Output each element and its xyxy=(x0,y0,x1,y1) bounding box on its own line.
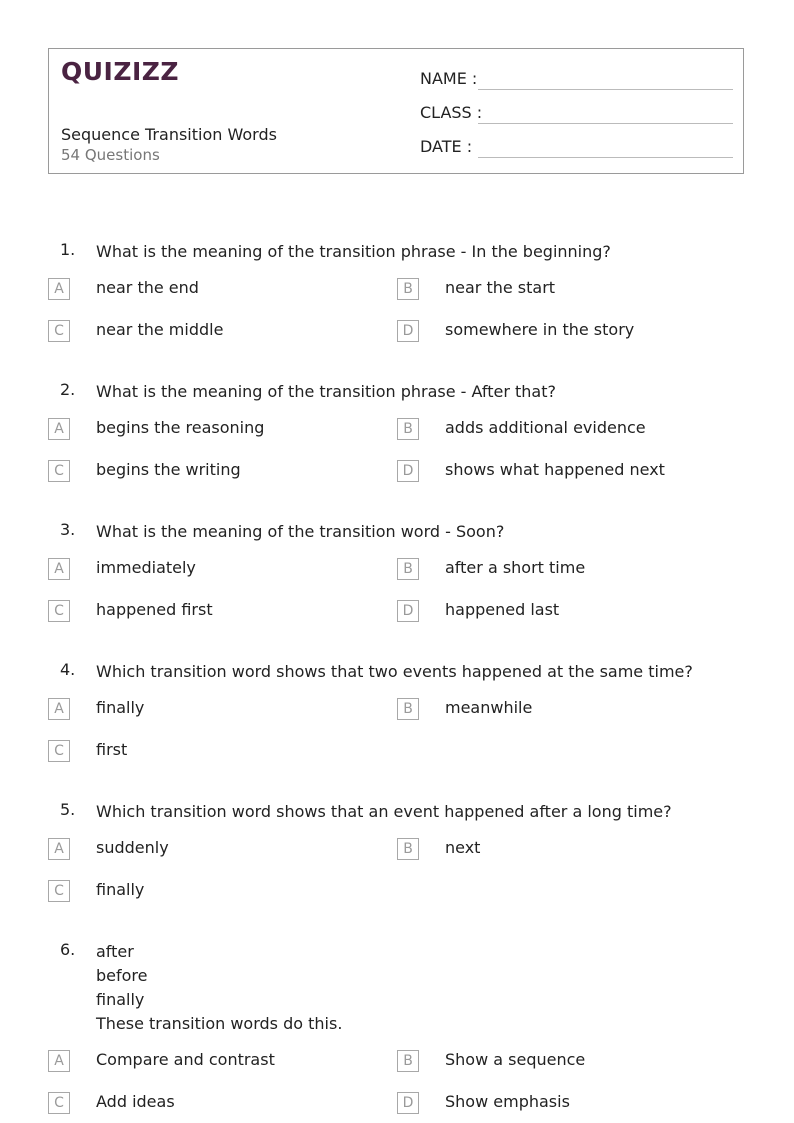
option-b-text: Show a sequence xyxy=(445,1050,586,1069)
option-c-checkbox[interactable]: C xyxy=(48,880,70,902)
option-d-text: happened last xyxy=(445,600,560,619)
option-c-text: happened first xyxy=(96,600,213,619)
question-text-line: finally xyxy=(96,990,145,1009)
option-b-checkbox[interactable]: B xyxy=(397,838,419,860)
option-d-checkbox[interactable]: D xyxy=(397,320,419,342)
question-text-line: Which transition word shows that an event happened after a long time? xyxy=(96,802,672,821)
question-text xyxy=(96,940,342,1036)
question-text-line: Which transition word shows that two events happened at the same time? xyxy=(96,662,693,681)
question-text-line: What is the meaning of the transition phrase - After that? xyxy=(96,382,556,401)
question-text-line: before xyxy=(96,966,148,985)
option-d-text: somewhere in the story xyxy=(445,320,635,339)
option-a-checkbox[interactable]: A xyxy=(48,418,70,440)
question-number: 4. xyxy=(60,660,76,679)
name-field[interactable] xyxy=(478,89,733,90)
question-number: 5. xyxy=(60,800,76,819)
option-c-text: begins the writing xyxy=(96,460,241,479)
question-text-line: What is the meaning of the transition phrase - In the beginning? xyxy=(96,242,611,261)
option-a-text: begins the reasoning xyxy=(96,418,265,437)
option-b-checkbox[interactable]: B xyxy=(397,278,419,300)
option-c-checkbox[interactable]: C xyxy=(48,320,70,342)
option-b-text: after a short time xyxy=(445,558,586,577)
class-label: CLASS : xyxy=(420,103,483,122)
question-number: 1. xyxy=(60,240,76,259)
option-a-checkbox[interactable]: A xyxy=(48,1050,70,1072)
question-text xyxy=(96,520,504,544)
option-a-checkbox[interactable]: A xyxy=(48,558,70,580)
option-c-checkbox[interactable]: C xyxy=(48,740,70,762)
option-b-text: meanwhile xyxy=(445,698,533,717)
question-number: 2. xyxy=(60,380,76,399)
option-b-text: near the start xyxy=(445,278,556,297)
option-c-text: near the middle xyxy=(96,320,224,339)
option-a-text: near the end xyxy=(96,278,199,297)
option-a-text: finally xyxy=(96,698,145,717)
option-c-checkbox[interactable]: C xyxy=(48,1092,70,1114)
question-count: 54 Questions xyxy=(61,146,160,164)
option-d-text: Show emphasis xyxy=(445,1092,570,1111)
option-a-text: suddenly xyxy=(96,838,169,857)
question-text-line: after xyxy=(96,942,134,961)
worksheet-title: Sequence Transition Words xyxy=(61,125,277,144)
option-b-text: next xyxy=(445,838,481,857)
name-label: NAME : xyxy=(420,69,478,88)
date-field[interactable] xyxy=(478,157,733,158)
option-d-checkbox[interactable]: D xyxy=(397,460,419,482)
question-text xyxy=(96,660,693,684)
question-number: 6. xyxy=(60,940,76,959)
option-b-checkbox[interactable]: B xyxy=(397,1050,419,1072)
option-c-text: Add ideas xyxy=(96,1092,175,1111)
question-text-line: What is the meaning of the transition word - Soon? xyxy=(96,522,505,541)
worksheet-header xyxy=(48,48,744,174)
option-b-checkbox[interactable]: B xyxy=(397,698,419,720)
option-a-text: immediately xyxy=(96,558,196,577)
question-text xyxy=(96,380,556,404)
option-a-checkbox[interactable]: A xyxy=(48,698,70,720)
option-c-checkbox[interactable]: C xyxy=(48,460,70,482)
option-c-text: first xyxy=(96,740,128,759)
date-label: DATE : xyxy=(420,137,473,156)
option-b-text: adds additional evidence xyxy=(445,418,646,437)
quizizz-logo: QUIZIZZ xyxy=(61,57,180,86)
option-a-checkbox[interactable]: A xyxy=(48,838,70,860)
question-number: 3. xyxy=(60,520,76,539)
option-d-checkbox[interactable]: D xyxy=(397,1092,419,1114)
option-a-text: Compare and contrast xyxy=(96,1050,275,1069)
option-d-checkbox[interactable]: D xyxy=(397,600,419,622)
option-c-checkbox[interactable]: C xyxy=(48,600,70,622)
option-b-checkbox[interactable]: B xyxy=(397,418,419,440)
question-text-line: These transition words do this. xyxy=(96,1014,343,1033)
option-c-text: finally xyxy=(96,880,145,899)
question-text xyxy=(96,800,672,824)
question-text xyxy=(96,240,611,264)
option-a-checkbox[interactable]: A xyxy=(48,278,70,300)
option-d-text: shows what happened next xyxy=(445,460,665,479)
class-field[interactable] xyxy=(478,123,733,124)
option-b-checkbox[interactable]: B xyxy=(397,558,419,580)
